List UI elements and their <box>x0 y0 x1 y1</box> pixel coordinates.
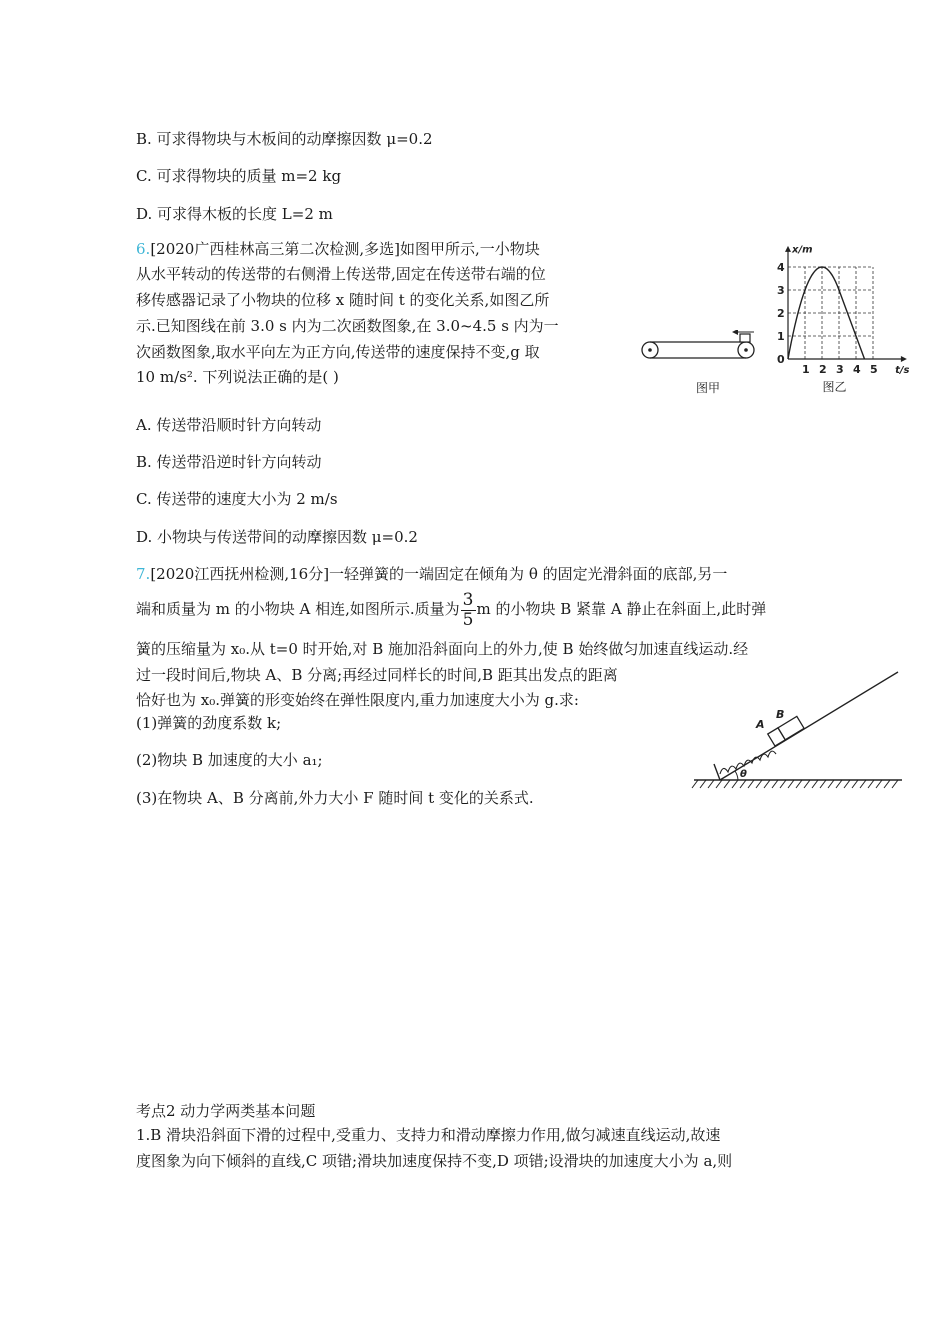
q6-option-c: C. 传送带的速度大小为 2 m/s <box>136 490 338 508</box>
x-tick-label: 3 <box>836 363 844 376</box>
q5-option-d: D. 可求得木板的长度 L=2 m <box>136 205 333 223</box>
y-axis-label: x/m <box>792 245 813 256</box>
x-tick-label: 4 <box>853 363 861 376</box>
q6-line-1: 6.[2020广西桂林高三第二次检测,多选]如图甲所示,一小物块 <box>136 240 540 258</box>
x-axis-label: t/s <box>895 365 910 376</box>
label-b: B <box>776 708 785 721</box>
q6-line-5: 次函数图象,取水平向左为正方向,传送带的速度保持不变,g 取 <box>136 343 540 361</box>
fig-jia-label: 图甲 <box>696 381 721 395</box>
label-a: A <box>756 718 765 731</box>
q5-option-c: C. 可求得物块的质量 m=2 kg <box>136 167 342 185</box>
wall <box>714 764 720 780</box>
q6-line-4: 示.已知图线在前 3.0 s 内为二次函数图象,在 3.0~4.5 s 内为一 <box>136 317 559 335</box>
y-tick-label: 0 <box>777 353 785 366</box>
q7-sub-3: (3)在物块 A、B 分离前,外力大小 F 随时间 t 变化的关系式. <box>136 789 534 807</box>
q7-line-1: 7.[2020江西抚州检测,16分]一轻弹簧的一端固定在倾角为 θ 的固定光滑斜面的底部,另一 <box>136 565 728 583</box>
y-tick-label: 2 <box>777 307 785 320</box>
x-axis-arrow <box>901 356 907 362</box>
q7-line-2: 端和质量为 m 的小物块 A 相连,如图所示.质量为 $\frac{3}{5}$ m 的小物块 B 紧靠 A 静止在斜面上,此时弹 <box>136 589 767 630</box>
answer-line-1: 1.B 滑块沿斜面下滑的过程中,受重力、支持力和滑动摩擦力作用,做匀减速直线运动,故速 <box>136 1126 721 1144</box>
y-tick-label: 3 <box>777 284 785 297</box>
q6-line-2: 从水平转动的传送带的右侧滑上传送带,固定在传送带右端的位 <box>136 265 546 283</box>
x-tick-label: 2 <box>819 363 827 376</box>
y-tick-label: 4 <box>777 261 785 274</box>
x-tick-label: 1 <box>802 363 810 376</box>
xt-chart <box>770 245 920 395</box>
q6-line-6: 10 m/s². 下列说法正确的是( ) <box>136 368 339 386</box>
q6-number: 6. <box>136 240 151 258</box>
y-tick-label: 1 <box>777 330 785 343</box>
y-axis-arrow <box>785 246 791 252</box>
q7-line-5: 恰好也为 x₀.弹簧的形变始终在弹性限度内,重力加速度大小为 g.求: <box>136 691 579 709</box>
answer-line-2: 度图象为向下倾斜的直线,C 项错;滑块加速度保持不变,D 项错;设滑块的加速度大小为 a,则 <box>136 1152 733 1170</box>
block <box>740 334 750 342</box>
q6-option-d: D. 小物块与传送带间的动摩擦因数 μ=0.2 <box>136 528 418 546</box>
x-tick-label: 5 <box>870 363 878 376</box>
incline-figure <box>690 668 910 793</box>
q6-option-a: A. 传送带沿顺时针方向转动 <box>136 416 322 434</box>
q7-line-4: 过一段时间后,物块 A、B 分离;再经过同样长的时间,B 距其出发点的距离 <box>136 666 618 684</box>
q7-sub-1: (1)弹簧的劲度系数 k; <box>136 714 282 732</box>
angle-theta: θ <box>740 769 747 780</box>
q5-option-b: B. 可求得物块与木板间的动摩擦因数 μ=0.2 <box>136 130 433 148</box>
q6-line-3: 移传感器记录了小物块的位移 x 随时间 t 的变化关系,如图乙所 <box>136 291 550 309</box>
fraction-three-fifths: $\frac{3}{5}$ <box>462 589 474 630</box>
q7-sub-2: (2)物块 B 加速度的大小 a₁; <box>136 751 323 769</box>
q7-line-3: 簧的压缩量为 x₀.从 t=0 时开始,对 B 施加沿斜面向上的外力,使 B 始终做匀加速直线运动.经 <box>136 640 749 658</box>
fig-yi-label: 图乙 <box>822 380 847 394</box>
q6-option-b: B. 传送带沿逆时针方向转动 <box>136 453 322 471</box>
conveyor-figure <box>636 330 766 400</box>
q7-number: 7. <box>136 565 151 583</box>
incline-surface <box>720 672 898 780</box>
answers-section-title: 考点2 动力学两类基本问题 <box>136 1102 316 1120</box>
